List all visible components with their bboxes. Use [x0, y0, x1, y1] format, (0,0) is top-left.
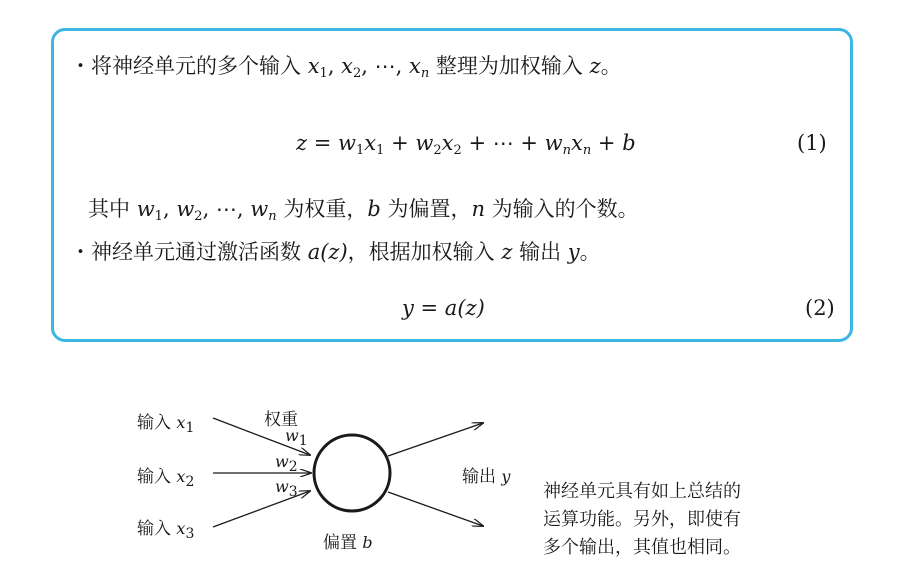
equation-2-number: (2)	[805, 296, 835, 320]
side-note-line: 神经单元具有如上总结的	[543, 481, 741, 502]
equation-2: y = a(z)	[402, 296, 485, 320]
side-note	[543, 478, 803, 562]
weights-explanation: 其中 $w_1$, $w_2$, ⋯, $w_n$ 为权重，b 为偏置，n 为输入的个数。	[88, 197, 639, 224]
bullet-activation: ・神经单元通过激活函数 a(z)，根据加权输入 z 输出 y。	[70, 240, 601, 264]
weight-title: 权重	[264, 410, 298, 430]
output-arrow-1	[388, 423, 483, 456]
input-label-1: 输入 $x_1$	[137, 413, 195, 436]
weight-label-2: $w_2$	[275, 452, 298, 475]
output-arrow-2	[388, 492, 483, 526]
bullet-weighted-input: ・将神经单元的多个输入 $x_1$, $x_2$, ⋯, $x_n$ 整理为加权输入 z。	[70, 54, 622, 81]
neuron-circle	[314, 435, 390, 511]
output-label: 输出 y	[462, 467, 511, 487]
side-note-line: 运算功能。另外，即使有	[543, 509, 741, 530]
input-label-2: 输入 $x_2$	[137, 467, 195, 490]
input-label-3: 输入 $x_3$	[137, 519, 195, 542]
weight-label-3: $w_3$	[275, 477, 298, 500]
weight-label-1: $w_1$	[285, 426, 308, 449]
equation-1-number: (1)	[797, 131, 827, 155]
bias-label: 偏置 b	[323, 533, 373, 553]
side-note-line: 多个输出，其值也相同。	[543, 537, 741, 558]
equation-1: $z = w_1x_1 + w_2x_2$ + ⋯ + $w_nx_n + b$	[296, 131, 636, 158]
